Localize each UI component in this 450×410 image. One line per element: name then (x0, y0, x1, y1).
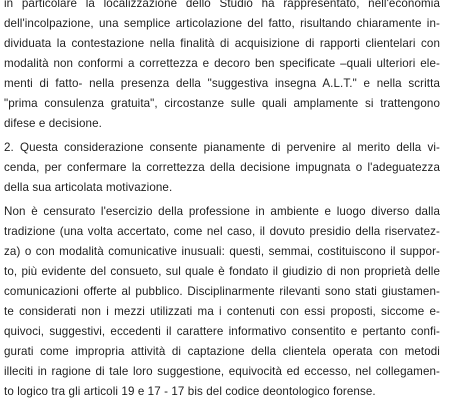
text-line: za) o con modalità comunicative inusuali: questi, semmai, costituiscono il suppor- (4, 245, 440, 258)
text-line: dell'incolpazione, una semplice articolazione del fatto, risultando chiaramente in- (4, 17, 440, 30)
text-line: dividuata la contestazione nella finalità di acquisizione di rapporti clientelari con (4, 37, 440, 50)
text-line: to, più evidente del consueto, sul quale è fondato il giudizio di non proprietà delle (4, 265, 440, 278)
text-line: menti di fatto- nella presenza della "suggestiva insegna A.L.T." e nella scritta (4, 77, 440, 90)
text-line: in particolare la localizzazione dello Studio ha rappresentato, nell'economia (4, 0, 440, 10)
text-line: della sua articolata motivazione. (4, 181, 173, 194)
text-line: Non è censurato l'esercizio della professione in ambiente e luogo diverso dalla (4, 205, 440, 218)
text-line: te considerati non i mezzi utilizzati ma i contenuti con essi proposti, siccome e- (4, 305, 440, 318)
text-line: "prima consulenza gratuita", circostanze sulle quali amplamente si trattengono (4, 97, 440, 110)
text-line: illeciti in ragione di tale loro suggestione, equivocità ed eccesso, nel collegamen- (4, 365, 440, 378)
text-line: comunicazioni offerte al pubblico. Disciplinarmente rilevanti sono stati giustamen- (4, 285, 440, 298)
text-line: gurati come impropria attività di captazione della clientela operata con metodi (4, 345, 440, 358)
text-line: to logico tra gli articoli 19 e 17 - 17 bis del codice deontologico forense. (4, 385, 376, 398)
text-line: modalità non conformi a correttezza e decoro ben specificate –quali ulteriori ele- (4, 57, 440, 70)
text-line: tradizione (una volta accertato, come nel caso, il dovuto presidio della riservatez- (4, 225, 440, 238)
text-line: 2. Questa considerazione consente pianamente di pervenire al merito della vi- (4, 141, 440, 154)
text-line: cenda, per confermare la correttezza della decisione impugnata o l'adeguatezza (4, 161, 440, 174)
text-line: difese e decisione. (4, 117, 102, 130)
text-line: quivoci, suggestivi, eccedenti il carattere informativo consentito e pertanto confi- (4, 325, 440, 338)
